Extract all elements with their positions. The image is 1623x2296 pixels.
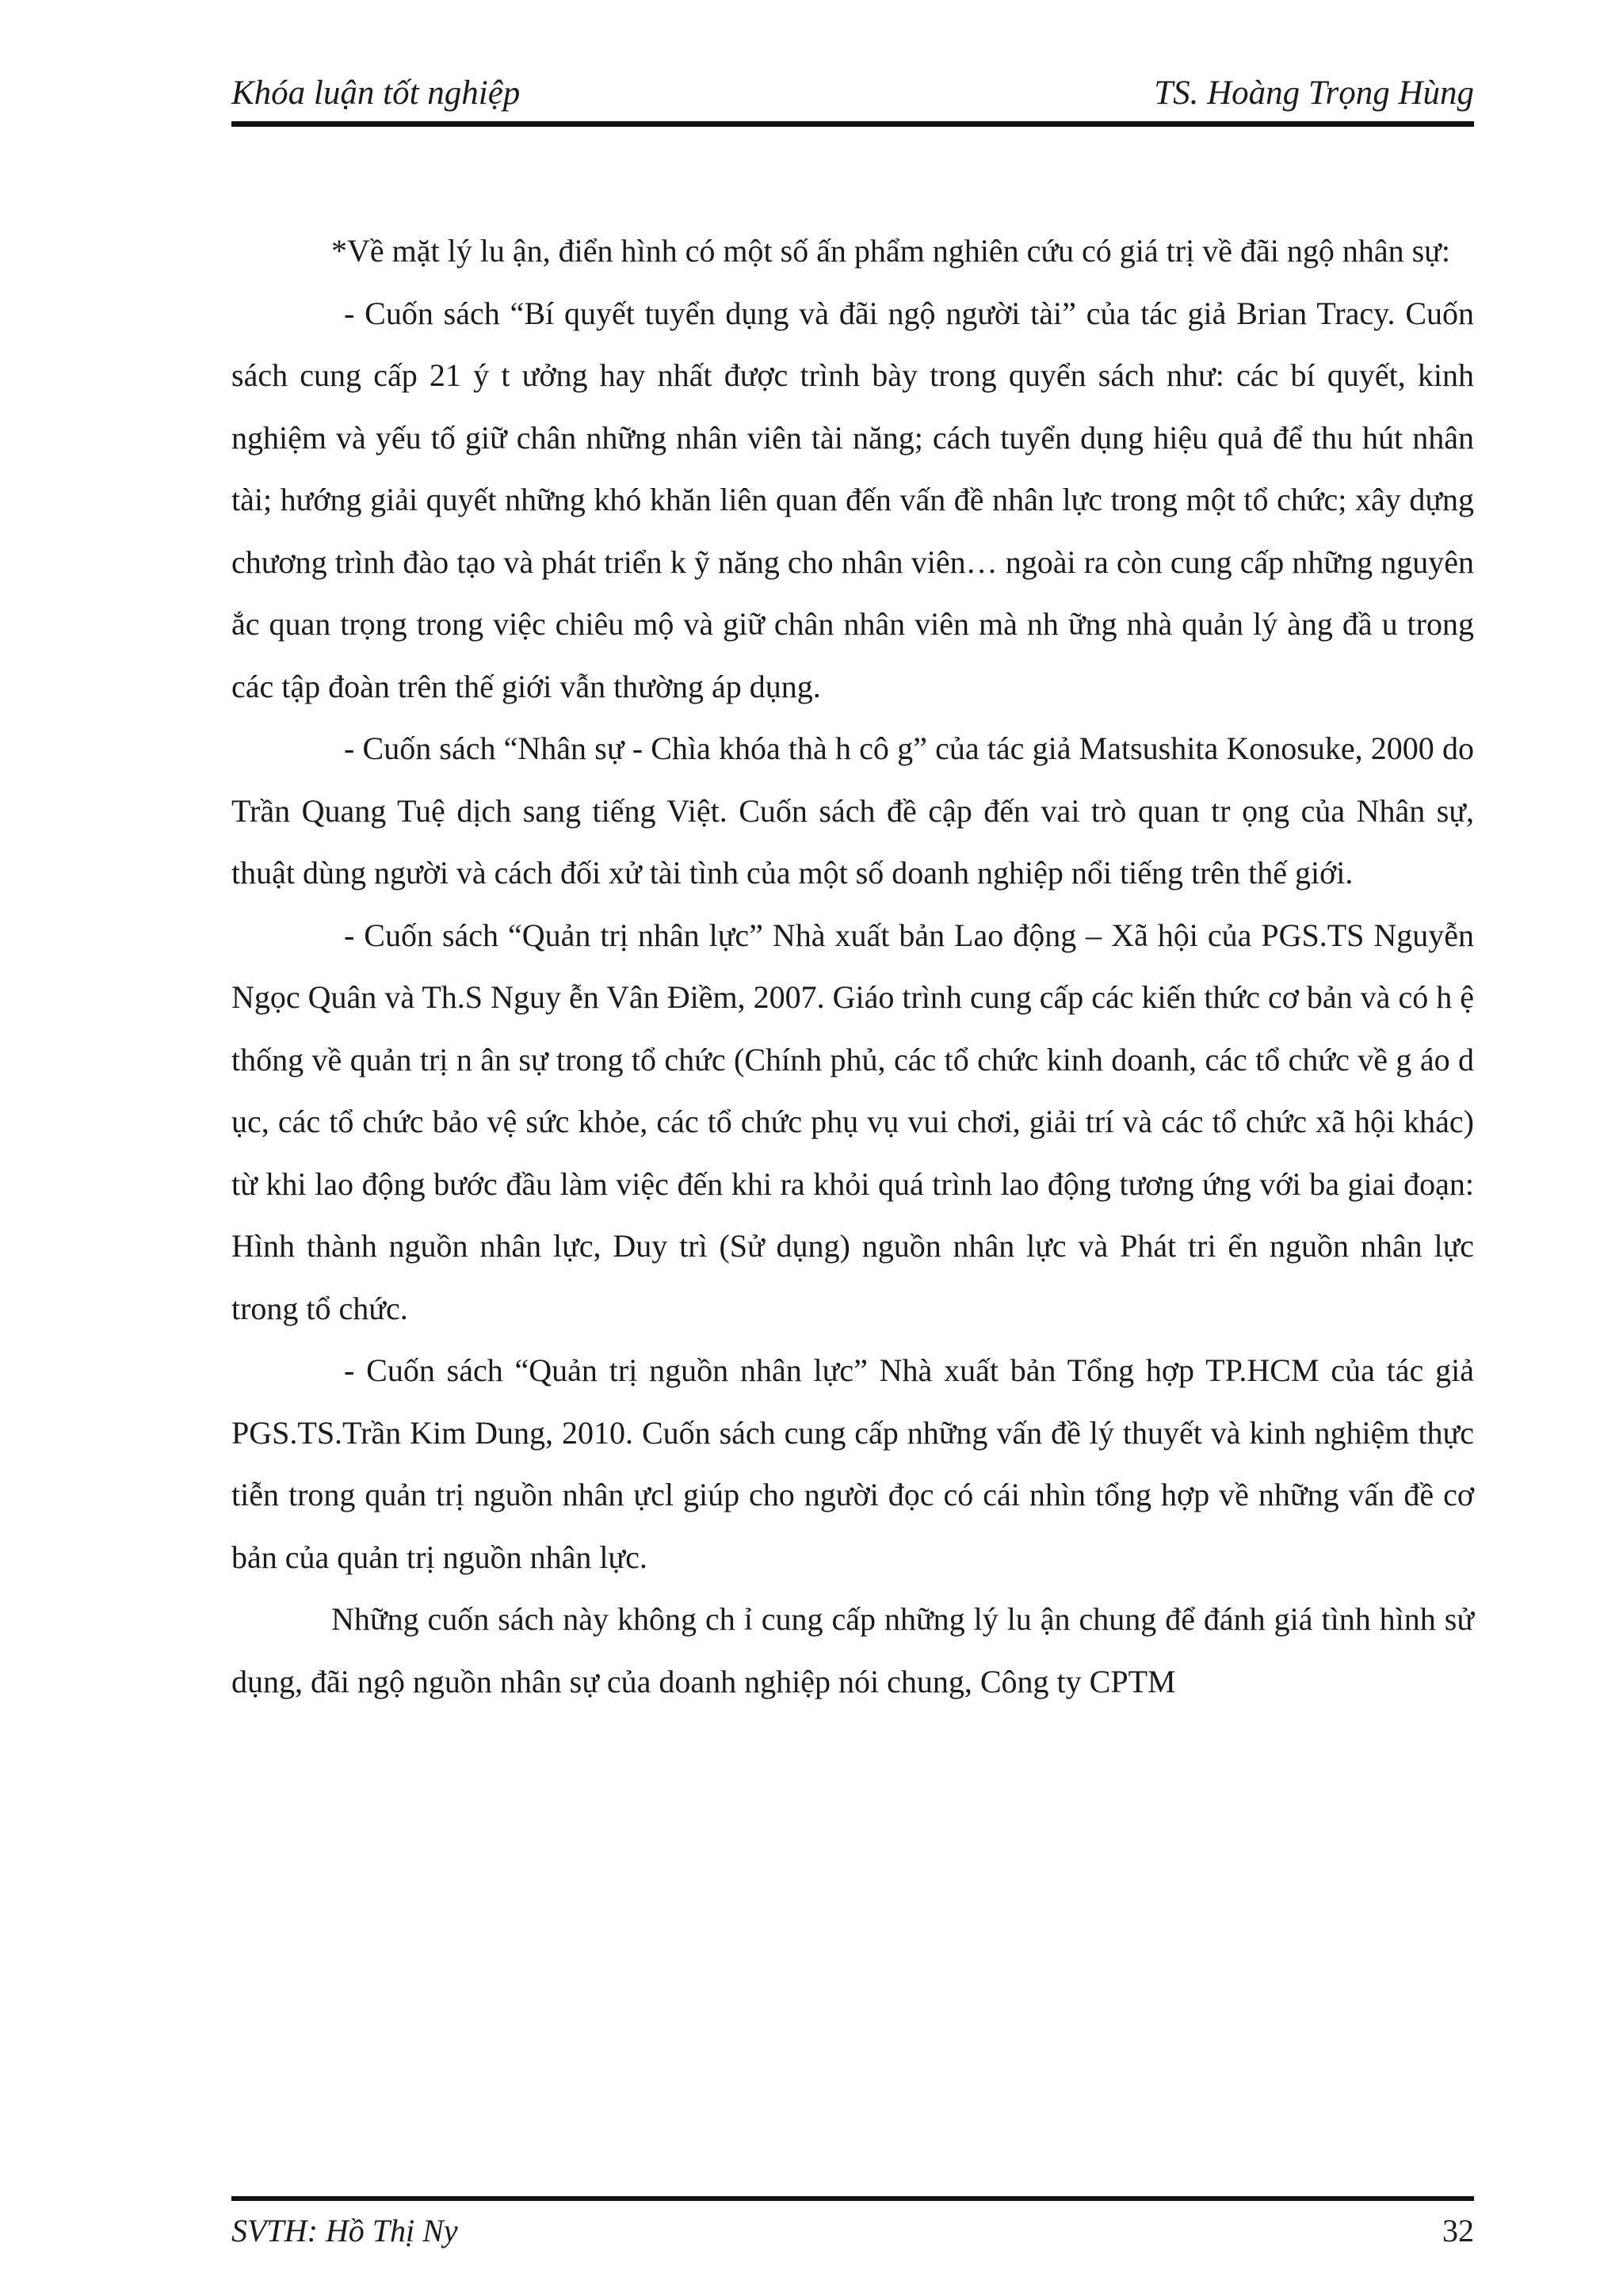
- paragraph-summary: Những cuốn sách này không ch ỉ cung cấp những lý lu ận chung để đánh giá tình hình sử dụng, đãi ngộ nguồn nhân sự của doanh nghiệp nói chung, Công ty CPTM: [231, 1601, 1474, 1699]
- paragraph-book-quan-tri-nhan-luc: - Cuốn sách “Quản trị nhân lực” Nhà xuất bản Lao động – Xã hội của PGS.TS Nguyễn Ngọc Quân và Th.S Nguy ễn Vân Điềm, 2007. Giáo trình cung cấp các kiến thức cơ bản và có h ệ thống về quản trị n ân sự trong tổ chức (Chính phủ, các tổ chức kinh doanh, các tổ chức về g áo d ục, các tổ chức bảo vệ sức khỏe, các tổ chức phụ vụ vui chơi, giải trí và các tổ chức xã hội khác) từ khi lao động bước đầu làm việc đến khi ra khỏi quá trình lao động tương ứng với ba giai đoạn: Hình thành nguồn nhân lực, Duy trì (Sử dụng) nguồn nhân lực và Phát tri ển nguồn nhân lực trong tổ chức.: [231, 917, 1474, 1326]
- paragraph-book-matsushita: - Cuốn sách “Nhân sự - Chìa khóa thà h cô g” của tác giả Matsushita Konosuke, 2000 do Trần Quang Tuệ dịch sang tiếng Việt. Cuốn sách đề cập đến vai trò quan tr ọng của Nhân sự, thuật dùng người và cách đối xử tài tình của một số doanh nghiệp nổi tiếng trên thế giới.: [231, 730, 1474, 891]
- document-body: [231, 220, 1474, 1713]
- paragraph-book-quan-tri-nguon-nhan-luc: - Cuốn sách “Quản trị nguồn nhân lực” Nhà xuất bản Tổng hợp TP.HCM của tác giả PGS.TS.Trần Kim Dung, 2010. Cuốn sách cung cấp những vấn đề lý thuyết và kinh nghiệm thực tiễn trong quản trị nguồn nhân ựcl giúp cho người đọc có cái nhìn tổng hợp về những vấn đề cơ bản của quản trị nguồn nhân lực.: [231, 1352, 1474, 1575]
- paragraph-theory-intro: *Về mặt lý lu ận, điển hình có một số ấn phẩm nghiên cứu có giá trị về đãi ngộ nhân sự:: [331, 233, 1450, 269]
- student-name: SVTH: Hồ Thị Ny: [231, 2213, 458, 2248]
- header-rule: [231, 121, 1474, 127]
- page-header: [231, 70, 1474, 117]
- page-number: 32: [1442, 2213, 1474, 2248]
- page-footer: [231, 2207, 1474, 2255]
- footer-rule: [231, 2196, 1474, 2201]
- supervisor-name: TS. Hoàng Trọng Hùng: [1154, 74, 1474, 112]
- paragraph-book-brian-tracy: - Cuốn sách “Bí quyết tuyển dụng và đãi ngộ người tài” của tác giả Brian Tracy. Cuốn sách cung cấp 21 ý t ưởng hay nhất được trình bày trong quyển sách như: các bí quyết, kinh nghiệm và yếu tố giữ chân những nhân viên tài năng; cách tuyển dụng hiệu quả để thu hút nhân tài; hướng giải quyết những khó khăn liên quan đến vấn đề nhân lực trong một tổ chức; xây dựng chương trình đào tạo và phát triển k ỹ năng cho nhân viên… ngoài ra còn cung cấp những nguyên ắc quan trọng trong việc chiêu mộ và giữ chân nhân viên mà nh ững nhà quản lý àng đầ u trong các tập đoàn trên thế giới vẫn thường áp dụng.: [231, 295, 1474, 704]
- thesis-title: Khóa luận tốt nghiệp: [231, 74, 521, 112]
